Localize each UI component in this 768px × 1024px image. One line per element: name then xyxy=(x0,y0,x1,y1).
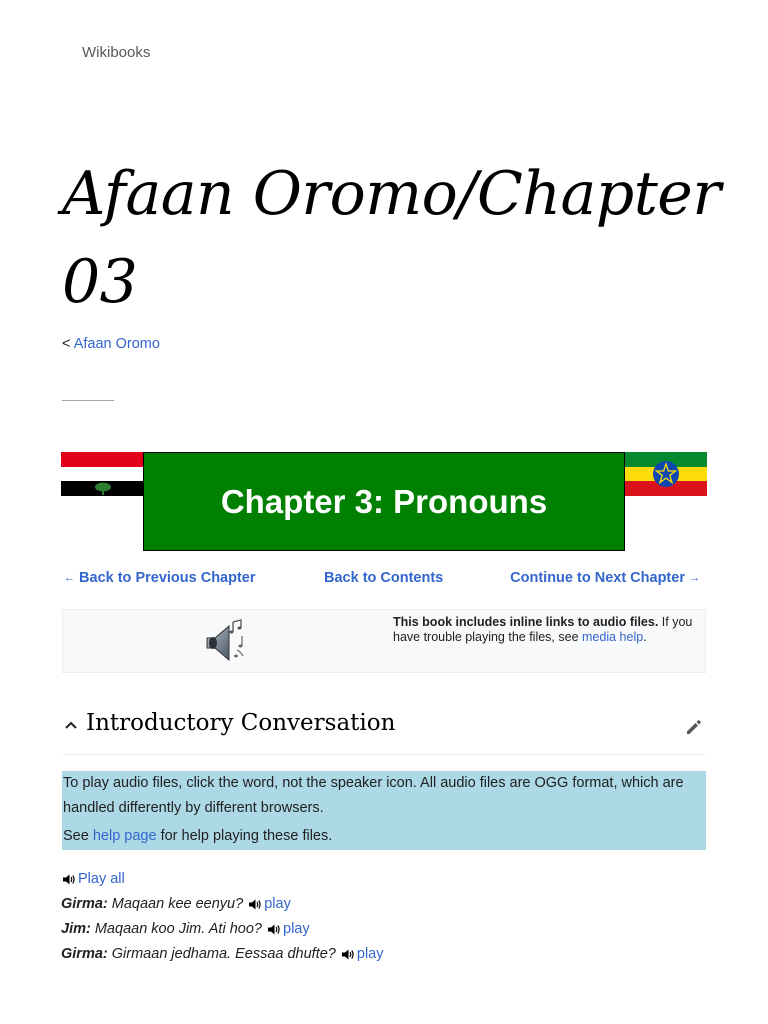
speaker-with-notes-icon xyxy=(203,616,251,664)
help-page-link[interactable]: help page xyxy=(92,828,157,844)
audio-instructions-box xyxy=(62,771,706,850)
dialogue-text: Maqaan kee eenyu? xyxy=(107,896,244,912)
audio-notice-box xyxy=(62,609,706,673)
breadcrumb-prefix: < xyxy=(62,336,71,352)
next-chapter-label: Continue to Next Chapter xyxy=(510,570,685,586)
speaker-name: Girma: xyxy=(61,946,108,962)
speaker-icon xyxy=(268,924,280,935)
odaa-tree-icon xyxy=(94,482,112,496)
dialogue-text: Girmaan jedhama. Eessaa dhufte? xyxy=(107,946,336,962)
ethiopia-emblem-icon xyxy=(652,460,680,488)
audio-notice-text xyxy=(393,615,693,645)
play-link[interactable]: play xyxy=(356,946,384,962)
banner-title: Chapter 3: Pronouns xyxy=(220,482,548,520)
section-title: Introductory Conversation xyxy=(86,710,396,736)
audio-notice-body: If you have trouble playing the files, see xyxy=(393,615,693,644)
chapter-banner xyxy=(61,452,707,552)
audio-notice-end: . xyxy=(643,630,647,644)
pencil-icon[interactable] xyxy=(684,717,704,737)
breadcrumb xyxy=(62,336,160,352)
play-all-row xyxy=(61,867,384,892)
help-after: for help playing these files. xyxy=(156,828,333,844)
dialogue-line xyxy=(61,942,384,967)
previous-chapter-label: Back to Previous Chapter xyxy=(79,570,256,586)
speaker-icon xyxy=(249,899,261,910)
breadcrumb-link[interactable]: Afaan Oromo xyxy=(73,336,160,352)
previous-chapter-link[interactable] xyxy=(64,570,256,586)
dialogue-line xyxy=(61,917,384,942)
site-name[interactable]: Wikibooks xyxy=(82,44,151,61)
section-heading[interactable] xyxy=(62,704,706,755)
dialogue-text: Maqaan koo Jim. Ati hoo? xyxy=(90,921,262,937)
arrow-left-icon: ← xyxy=(64,572,75,585)
help-see: See xyxy=(63,828,93,844)
audio-notice-bold: This book includes inline links to audio files. xyxy=(393,615,659,629)
help-line xyxy=(62,824,706,849)
media-help-link[interactable]: media help xyxy=(582,630,644,644)
speaker-name: Girma: xyxy=(61,896,108,912)
speaker-icon xyxy=(63,874,75,885)
play-link[interactable]: play xyxy=(264,896,291,912)
ethiopia-flag xyxy=(625,452,707,496)
next-chapter-link[interactable] xyxy=(510,570,700,586)
banner-title-box xyxy=(143,452,625,551)
chevron-up-icon[interactable] xyxy=(64,718,78,732)
audio-instructions-text: To play audio files, click the word, not the speaker icon. All audio files are OGG format, which are handled differently by different browsers. xyxy=(63,775,684,816)
oromia-flag xyxy=(61,452,143,496)
chapter-navigation xyxy=(62,570,706,590)
arrow-right-icon: → xyxy=(689,572,700,585)
play-link[interactable]: play xyxy=(283,921,310,937)
page-title: Afaan Oromo/Chapter 03 xyxy=(62,159,721,317)
speaker-icon xyxy=(342,949,354,960)
back-to-contents-link[interactable]: Back to Contents xyxy=(324,570,444,586)
dialogue-line xyxy=(61,892,384,917)
play-all-link[interactable]: Play all xyxy=(78,871,125,887)
dialogue xyxy=(61,867,384,967)
speaker-name: Jim: xyxy=(61,921,91,937)
divider xyxy=(62,400,114,401)
